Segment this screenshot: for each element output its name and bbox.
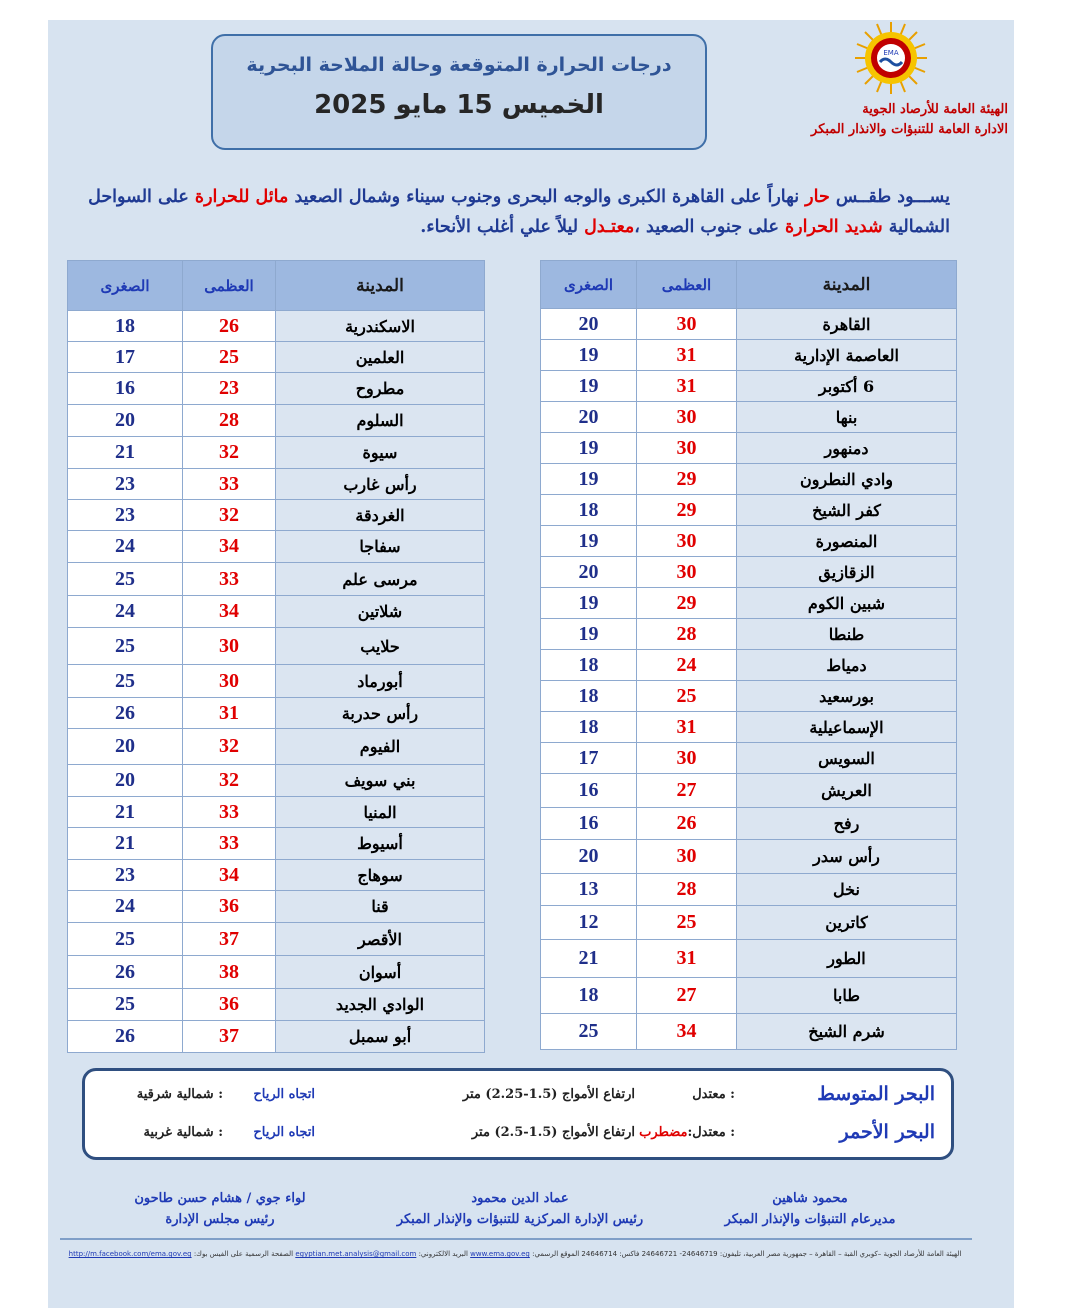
summary-text-4: على جنوب الصعيد ، bbox=[634, 217, 786, 237]
city-cell: العلمين bbox=[276, 342, 485, 373]
city-cell: أسوان bbox=[276, 956, 485, 989]
table-row bbox=[68, 923, 485, 956]
max-temp-cell: 26 bbox=[637, 808, 737, 840]
table-row bbox=[541, 808, 957, 840]
wind-direction-red-sea: : شمالية غربية bbox=[143, 1125, 223, 1140]
table-row bbox=[541, 371, 957, 402]
city-cell: أبورماد bbox=[276, 665, 485, 698]
max-temp-cell: 34 bbox=[183, 531, 276, 563]
min-temp-cell: 25 bbox=[68, 563, 183, 596]
min-temp-cell: 24 bbox=[68, 596, 183, 628]
min-temp-cell: 19 bbox=[541, 464, 637, 495]
city-cell: كاترين bbox=[737, 906, 957, 940]
city-cell: السلوم bbox=[276, 405, 485, 437]
table-row bbox=[68, 531, 485, 563]
table-row bbox=[541, 650, 957, 681]
signature-central-director bbox=[370, 1188, 670, 1230]
table-row bbox=[68, 828, 485, 860]
max-temp-cell: 33 bbox=[183, 469, 276, 500]
table-row bbox=[541, 978, 957, 1014]
signature-name: محمود شاهين bbox=[772, 1191, 848, 1206]
temperature-table-left bbox=[67, 260, 485, 1053]
min-temp-cell: 26 bbox=[68, 698, 183, 729]
max-temp-cell: 30 bbox=[637, 526, 737, 557]
city-cell: السويس bbox=[737, 743, 957, 774]
city-cell: سوهاج bbox=[276, 860, 485, 891]
footer bbox=[58, 1250, 972, 1258]
city-cell: كفر الشيخ bbox=[737, 495, 957, 526]
signature-role: مديرعام التنبؤات والإنذار المبكر bbox=[724, 1212, 896, 1227]
table-row bbox=[68, 989, 485, 1021]
min-temp-cell: 18 bbox=[541, 495, 637, 526]
city-cell: بنها bbox=[737, 402, 957, 433]
table-row bbox=[541, 681, 957, 712]
table-row bbox=[68, 698, 485, 729]
max-temp-cell: 25 bbox=[637, 906, 737, 940]
max-temp-cell: 32 bbox=[183, 437, 276, 469]
summary-text-5: ليلاً علي أغلب الأنحاء. bbox=[420, 217, 585, 237]
table-row bbox=[68, 469, 485, 500]
min-temp-cell: 23 bbox=[68, 469, 183, 500]
signature-board-chairman bbox=[70, 1188, 370, 1230]
table-row bbox=[68, 500, 485, 531]
max-temp-cell: 32 bbox=[183, 765, 276, 797]
temperature-table-right bbox=[540, 260, 957, 1050]
header-city: المدينة bbox=[276, 261, 485, 311]
max-temp-cell: 30 bbox=[637, 557, 737, 588]
max-temp-cell: 29 bbox=[637, 495, 737, 526]
table-row bbox=[541, 309, 957, 340]
table-row bbox=[541, 874, 957, 906]
footer-email-label: البريد الالكتروني: bbox=[418, 1250, 468, 1258]
header-max: العظمى bbox=[183, 261, 276, 311]
min-temp-cell: 24 bbox=[68, 891, 183, 923]
max-temp-cell: 32 bbox=[183, 500, 276, 531]
min-temp-cell: 20 bbox=[68, 765, 183, 797]
min-temp-cell: 24 bbox=[68, 531, 183, 563]
max-temp-cell: 33 bbox=[183, 828, 276, 860]
city-cell: العريش bbox=[737, 774, 957, 808]
min-temp-cell: 19 bbox=[541, 433, 637, 464]
max-temp-cell: 29 bbox=[637, 464, 737, 495]
sea-row-mediterranean bbox=[101, 1083, 935, 1109]
max-temp-cell: 25 bbox=[183, 342, 276, 373]
city-cell: بني سويف bbox=[276, 765, 485, 797]
table-row bbox=[541, 495, 957, 526]
signature-name: لواء جوي / هشام حسن طاحون bbox=[134, 1191, 306, 1206]
table-row bbox=[68, 437, 485, 469]
city-cell: الإسماعيلية bbox=[737, 712, 957, 743]
org-line-2: الادارة العامة للتنبؤات والانذار المبكر bbox=[811, 122, 1008, 137]
sea-state-red-sea bbox=[639, 1125, 735, 1140]
max-temp-cell: 24 bbox=[637, 650, 737, 681]
city-cell: سفاجا bbox=[276, 531, 485, 563]
city-cell: الفيوم bbox=[276, 729, 485, 765]
city-cell: مرسى علم bbox=[276, 563, 485, 596]
city-cell: الوادي الجديد bbox=[276, 989, 485, 1021]
max-temp-cell: 23 bbox=[183, 373, 276, 405]
max-temp-cell: 26 bbox=[183, 311, 276, 342]
max-temp-cell: 36 bbox=[183, 891, 276, 923]
table-row bbox=[541, 402, 957, 433]
max-temp-cell: 33 bbox=[183, 563, 276, 596]
min-temp-cell: 16 bbox=[541, 808, 637, 840]
city-cell: سيوة bbox=[276, 437, 485, 469]
table-row bbox=[541, 712, 957, 743]
sea-state-red-sea-rough: مضطرب bbox=[639, 1125, 688, 1140]
table-header-row bbox=[541, 261, 957, 309]
city-cell: المنصورة bbox=[737, 526, 957, 557]
min-temp-cell: 20 bbox=[541, 557, 637, 588]
table-row bbox=[541, 774, 957, 808]
table-row bbox=[68, 729, 485, 765]
min-temp-cell: 18 bbox=[541, 681, 637, 712]
min-temp-cell: 16 bbox=[68, 373, 183, 405]
max-temp-cell: 34 bbox=[637, 1014, 737, 1050]
min-temp-cell: 18 bbox=[68, 311, 183, 342]
min-temp-cell: 21 bbox=[68, 437, 183, 469]
sea-state-red-sea-text: : معتدل: bbox=[687, 1125, 735, 1140]
summary-tends-hot: مائل للحرارة bbox=[194, 187, 289, 207]
max-temp-cell: 28 bbox=[183, 405, 276, 437]
sea-name-mediterranean: البحر المتوسط bbox=[817, 1083, 935, 1105]
table-row bbox=[68, 373, 485, 405]
footer-facebook-label: الصفحة الرسمية على الفيس بوك: bbox=[193, 1250, 294, 1258]
sea-state-mediterranean: : معتدل bbox=[692, 1087, 735, 1102]
summary-text-3: على السواحل الشمالية bbox=[88, 187, 950, 237]
city-cell: قنا bbox=[276, 891, 485, 923]
city-cell: دمنهور bbox=[737, 433, 957, 464]
city-cell: رأس حدربة bbox=[276, 698, 485, 729]
max-temp-cell: 30 bbox=[183, 665, 276, 698]
header-min: الصغرى bbox=[68, 261, 183, 311]
city-cell: أسيوط bbox=[276, 828, 485, 860]
max-temp-cell: 33 bbox=[183, 797, 276, 828]
min-temp-cell: 19 bbox=[541, 619, 637, 650]
wind-label-mediterranean: اتجاه الرياح bbox=[253, 1087, 315, 1102]
header-city: المدينة bbox=[737, 261, 957, 309]
max-temp-cell: 31 bbox=[637, 940, 737, 978]
table-row bbox=[68, 956, 485, 989]
max-temp-cell: 34 bbox=[183, 596, 276, 628]
min-temp-cell: 23 bbox=[68, 500, 183, 531]
wave-height-red-sea: ارتفاع الأمواج (1.5-2.5) متر bbox=[471, 1125, 635, 1140]
header-max: العظمى bbox=[637, 261, 737, 309]
table-row bbox=[68, 563, 485, 596]
max-temp-cell: 31 bbox=[637, 371, 737, 402]
city-cell: رأس سدر bbox=[737, 840, 957, 874]
max-temp-cell: 30 bbox=[637, 309, 737, 340]
summary-text-2: نهاراً على القاهرة الكبرى والوجه البحرى وجنوب سيناء وشمال الصعيد bbox=[288, 187, 806, 207]
logo-text: EMA bbox=[883, 49, 899, 57]
facebook-link[interactable]: http://m.facebook.com/ema.gov.eg bbox=[68, 1250, 192, 1258]
table-row bbox=[541, 557, 957, 588]
min-temp-cell: 25 bbox=[68, 665, 183, 698]
table-row bbox=[68, 665, 485, 698]
max-temp-cell: 36 bbox=[183, 989, 276, 1021]
city-cell: الغردقة bbox=[276, 500, 485, 531]
table-row bbox=[541, 619, 957, 650]
city-cell: شلاتين bbox=[276, 596, 485, 628]
signature-forecast-director bbox=[660, 1188, 960, 1230]
signature-name: عماد الدين محمود bbox=[471, 1191, 569, 1206]
table-row bbox=[68, 405, 485, 437]
wind-label-red-sea: اتجاه الرياح bbox=[253, 1125, 315, 1140]
city-cell: طنطا bbox=[737, 619, 957, 650]
footer-divider bbox=[60, 1238, 972, 1240]
max-temp-cell: 30 bbox=[637, 840, 737, 874]
min-temp-cell: 19 bbox=[541, 588, 637, 619]
min-temp-cell: 20 bbox=[541, 840, 637, 874]
min-temp-cell: 21 bbox=[68, 797, 183, 828]
summary-very-hot: شديد الحرارة bbox=[785, 217, 883, 237]
max-temp-cell: 31 bbox=[183, 698, 276, 729]
table-row bbox=[68, 1021, 485, 1053]
wind-direction-mediterranean: : شمالية شرقية bbox=[136, 1087, 223, 1102]
min-temp-cell: 20 bbox=[68, 729, 183, 765]
city-cell: القاهرة bbox=[737, 309, 957, 340]
email-link[interactable]: egyptian.met.analysis@gmail.com bbox=[295, 1250, 417, 1258]
website-link[interactable]: www.ema.gov.eg bbox=[470, 1250, 530, 1258]
min-temp-cell: 19 bbox=[541, 371, 637, 402]
min-temp-cell: 25 bbox=[68, 923, 183, 956]
table-row bbox=[68, 342, 485, 373]
city-cell: رفح bbox=[737, 808, 957, 840]
max-temp-cell: 38 bbox=[183, 956, 276, 989]
city-cell: أبو سمبل bbox=[276, 1021, 485, 1053]
table-row bbox=[541, 433, 957, 464]
min-temp-cell: 25 bbox=[68, 628, 183, 665]
title-box bbox=[211, 34, 707, 150]
max-temp-cell: 28 bbox=[637, 619, 737, 650]
footer-address: الهيئة العامة للأرصاد الجوية –كوبري القبة – القاهرة – جمهورية مصر العربية، تليفون: 24646719- 24646721 فاكس: 24646714 الموقع الرسمي: bbox=[532, 1250, 962, 1258]
table-row bbox=[68, 596, 485, 628]
min-temp-cell: 19 bbox=[541, 526, 637, 557]
table-row bbox=[68, 860, 485, 891]
table-row bbox=[541, 588, 957, 619]
city-cell: رأس غارب bbox=[276, 469, 485, 500]
city-cell: دمياط bbox=[737, 650, 957, 681]
max-temp-cell: 30 bbox=[637, 402, 737, 433]
city-cell: طابا bbox=[737, 978, 957, 1014]
max-temp-cell: 37 bbox=[183, 1021, 276, 1053]
min-temp-cell: 25 bbox=[541, 1014, 637, 1050]
max-temp-cell: 27 bbox=[637, 774, 737, 808]
table-row bbox=[541, 1014, 957, 1050]
max-temp-cell: 30 bbox=[183, 628, 276, 665]
city-cell: نخل bbox=[737, 874, 957, 906]
city-cell: 6 أكتوبر bbox=[737, 371, 957, 402]
max-temp-cell: 30 bbox=[637, 743, 737, 774]
city-cell: الطور bbox=[737, 940, 957, 978]
weather-summary bbox=[50, 182, 950, 242]
summary-text-1: يســـود طقــس bbox=[829, 187, 950, 207]
org-line-1: الهيئة العامة للأرصاد الجوية bbox=[862, 102, 1008, 117]
min-temp-cell: 19 bbox=[541, 340, 637, 371]
max-temp-cell: 25 bbox=[637, 681, 737, 712]
forecast-date: الخميس 15 مايو 2025 bbox=[314, 90, 604, 120]
city-cell: مطروح bbox=[276, 373, 485, 405]
max-temp-cell: 32 bbox=[183, 729, 276, 765]
city-cell: شرم الشيخ bbox=[737, 1014, 957, 1050]
city-cell: الأقصر bbox=[276, 923, 485, 956]
wave-height-mediterranean: ارتفاع الأمواج (1.5-2.25) متر bbox=[462, 1087, 635, 1102]
city-cell: المنيا bbox=[276, 797, 485, 828]
city-cell: وادي النطرون bbox=[737, 464, 957, 495]
min-temp-cell: 21 bbox=[68, 828, 183, 860]
max-temp-cell: 27 bbox=[637, 978, 737, 1014]
table-row bbox=[541, 743, 957, 774]
min-temp-cell: 13 bbox=[541, 874, 637, 906]
min-temp-cell: 16 bbox=[541, 774, 637, 808]
summary-moderate: معتـدل bbox=[584, 217, 635, 237]
max-temp-cell: 29 bbox=[637, 588, 737, 619]
sea-row-red-sea bbox=[101, 1121, 935, 1147]
header-min: الصغرى bbox=[541, 261, 637, 309]
table-row bbox=[68, 891, 485, 923]
city-cell: الزقازيق bbox=[737, 557, 957, 588]
table-header-row bbox=[68, 261, 485, 311]
table-row bbox=[68, 797, 485, 828]
table-row bbox=[68, 628, 485, 665]
city-cell: حلايب bbox=[276, 628, 485, 665]
table-row bbox=[541, 526, 957, 557]
min-temp-cell: 23 bbox=[68, 860, 183, 891]
min-temp-cell: 26 bbox=[68, 1021, 183, 1053]
max-temp-cell: 30 bbox=[637, 433, 737, 464]
table-row bbox=[68, 311, 485, 342]
table-row bbox=[541, 840, 957, 874]
min-temp-cell: 20 bbox=[541, 402, 637, 433]
table-row bbox=[541, 464, 957, 495]
table-row bbox=[541, 940, 957, 978]
sea-name-red-sea: البحر الأحمر bbox=[839, 1121, 935, 1143]
summary-hot: حار bbox=[805, 187, 830, 207]
city-cell: العاصمة الإدارية bbox=[737, 340, 957, 371]
max-temp-cell: 34 bbox=[183, 860, 276, 891]
signature-role: رئيس مجلس الإدارة bbox=[165, 1212, 275, 1227]
min-temp-cell: 20 bbox=[68, 405, 183, 437]
min-temp-cell: 21 bbox=[541, 940, 637, 978]
signature-role: رئيس الإدارة المركزية للتنبؤات والإنذار المبكر bbox=[396, 1212, 644, 1227]
min-temp-cell: 17 bbox=[541, 743, 637, 774]
max-temp-cell: 31 bbox=[637, 340, 737, 371]
city-cell: بورسعيد bbox=[737, 681, 957, 712]
table-row bbox=[541, 340, 957, 371]
city-cell: شبين الكوم bbox=[737, 588, 957, 619]
min-temp-cell: 26 bbox=[68, 956, 183, 989]
min-temp-cell: 18 bbox=[541, 650, 637, 681]
min-temp-cell: 18 bbox=[541, 712, 637, 743]
max-temp-cell: 37 bbox=[183, 923, 276, 956]
table-row bbox=[68, 765, 485, 797]
min-temp-cell: 17 bbox=[68, 342, 183, 373]
max-temp-cell: 31 bbox=[637, 712, 737, 743]
min-temp-cell: 18 bbox=[541, 978, 637, 1014]
organization-name bbox=[811, 100, 1008, 140]
city-cell: الاسكندرية bbox=[276, 311, 485, 342]
sea-navigation-box bbox=[82, 1068, 954, 1160]
min-temp-cell: 20 bbox=[541, 309, 637, 340]
page-title: درجات الحرارة المتوقعة وحالة الملاحة البحرية bbox=[246, 54, 672, 76]
min-temp-cell: 25 bbox=[68, 989, 183, 1021]
table-row bbox=[541, 906, 957, 940]
max-temp-cell: 28 bbox=[637, 874, 737, 906]
min-temp-cell: 12 bbox=[541, 906, 637, 940]
ema-logo-icon bbox=[853, 20, 929, 96]
